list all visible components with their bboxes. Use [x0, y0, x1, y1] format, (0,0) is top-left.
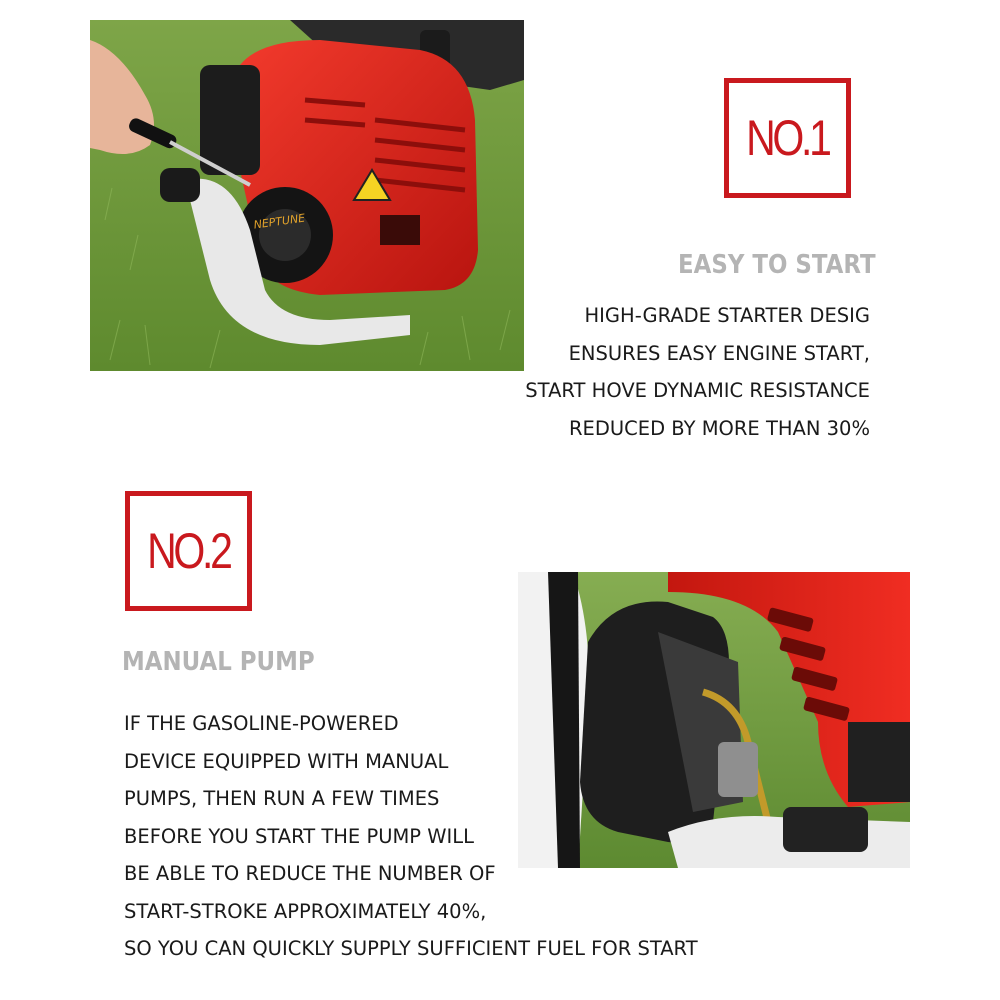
- engine-starter-photo: [90, 20, 524, 371]
- brand-logo-icon: NEPTUNE: [252, 211, 306, 232]
- description-line: START HOVE DYNAMIC RESISTANCE: [525, 379, 870, 402]
- feature-heading-easy-to-start: EASY TO START: [678, 250, 876, 280]
- description-line: START-STROKE APPROXIMATELY 40%,: [124, 899, 487, 923]
- badge-label: NO.1: [746, 110, 829, 166]
- description-line: SO YOU CAN QUICKLY SUPPLY SUFFICIENT FUEL FOR START: [124, 937, 698, 960]
- feature-number-badge-2: [125, 491, 252, 611]
- badge-label: NO.2: [147, 523, 230, 579]
- feature-description-1: [525, 297, 870, 447]
- description-line: DEVICE EQUIPPED WITH MANUAL: [124, 749, 449, 773]
- manual-pump-illustration: [518, 572, 910, 868]
- feature-heading-manual-pump: MANUAL PUMP: [122, 647, 315, 677]
- description-line: ENSURES EASY ENGINE START,: [568, 341, 870, 365]
- description-line: IF THE GASOLINE-POWERED: [124, 712, 399, 735]
- description-line: HIGH-GRADE STARTER DESIG: [584, 304, 870, 327]
- engine-starter-illustration: [90, 20, 524, 371]
- description-line: BEFORE YOU START THE PUMP WILL: [124, 824, 475, 848]
- manual-pump-photo: [518, 572, 910, 868]
- description-line: REDUCED BY MORE THAN 30%: [568, 416, 870, 440]
- description-line: PUMPS, THEN RUN A FEW TIMES: [124, 787, 440, 810]
- feature-number-badge-1: [724, 78, 851, 198]
- description-line: BE ABLE TO REDUCE THE NUMBER OF: [124, 862, 496, 885]
